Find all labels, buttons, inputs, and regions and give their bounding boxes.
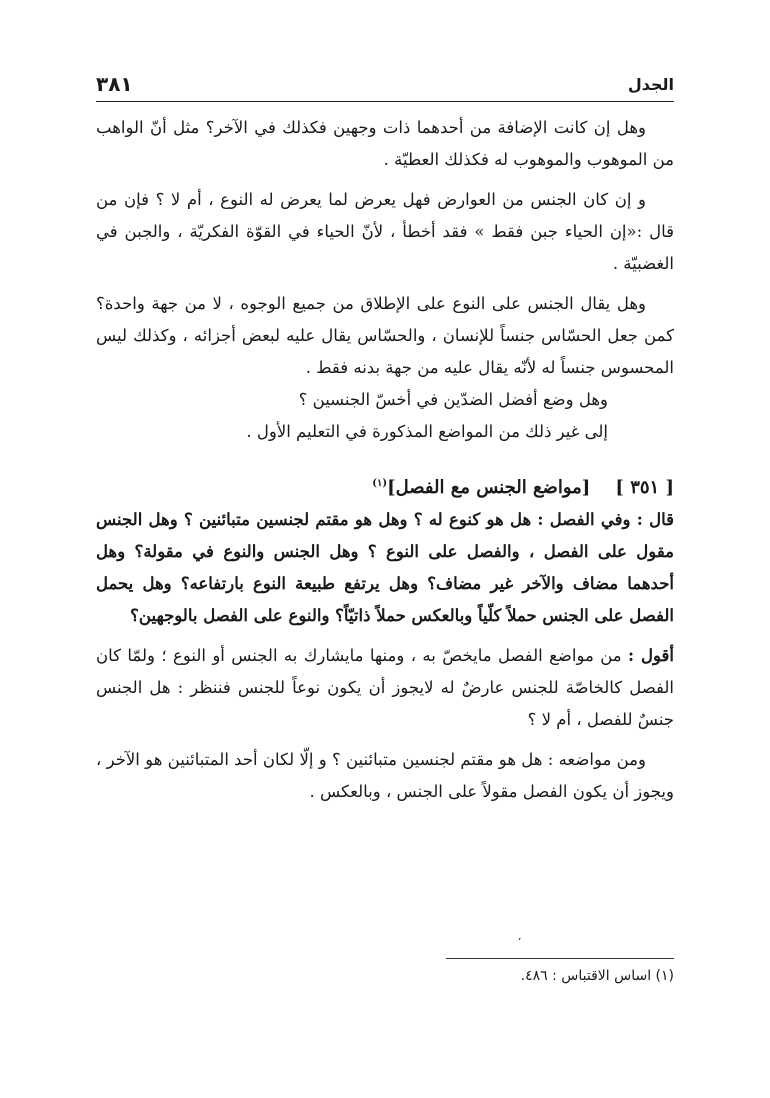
qala-paragraph bbox=[96, 504, 674, 632]
paragraph: و إن كان الجنس من العوارض فهل يعرض لما يعرض له النوع ، أم لا ؟ فإن من قال :«إن الحياء جبن فقط » فقد أخطأ ، لأنّ الحياء في القوّة الفكريّة ، والجبن في الغضبيّة . bbox=[96, 190, 674, 273]
aqulu-lead: أقول : bbox=[628, 646, 674, 665]
final-paragraph: ومن مواضعه : هل هو مقتم لجنسين متبائنين ؟ و إلّا لكان أحد المتبائنين هو الآخر ، ويجوز أن يكون الفصل مقولاً على الجنس ، وبالعكس . bbox=[96, 750, 674, 801]
paragraph: وهل يقال الجنس على النوع على الإطلاق من جميع الوجوه ، لا من جهة واحدة؟ كمن جعل الحسّاس جنساً للإنسان ، والحسّاس يقال عليه لبعض أجزائه ، وكذلك ليس المحسوس جنساً له لأنّه يقال عليه من جهة بدنه فقط . bbox=[96, 294, 674, 377]
section-number: [ ٣٥١ ] bbox=[615, 477, 674, 498]
paragraph: وهل وضع أفضل الضدّين في أخسّ الجنسين ؟ bbox=[298, 390, 608, 409]
qala-text: وفي الفصل : هل هو كنوع له ؟ وهل هو مقتم لجنسين متبائنين ؟ وهل الجنس مقول على الفصل ، والفصل على النوع ؟ وهل الجنس والنوع في مقولة؟ وهل أحدهما مضاف والآخر غير مضاف؟ وهل يرتفع طبيعة النوع بارتفاعه؟ وهل يحمل الفصل على الجنس حملاً كلّياً وبالعكس حملاً ذاتيّاً؟ والنوع على الفصل بالوجهين؟ bbox=[96, 510, 674, 625]
section-title: [مواضع الجنس مع الفصل] bbox=[387, 477, 591, 498]
running-header bbox=[96, 62, 674, 98]
page-number: ٣٨١ bbox=[96, 72, 133, 96]
stray-mark: ، bbox=[518, 932, 522, 943]
main-text bbox=[96, 112, 674, 808]
qala-block bbox=[96, 504, 674, 632]
paragraph: وهل إن كانت الإضافة من أحدهما ذات وجهين فكذلك في الآخر؟ مثل أنّ الواهب من الموهوب والموهوب له فكذلك العطيّة . bbox=[96, 118, 674, 169]
section-heading bbox=[96, 468, 674, 504]
footnote-rule bbox=[446, 958, 674, 959]
running-title: الجدل bbox=[627, 75, 674, 94]
aqulu-text: من مواضع الفصل مايخصّ به ، ومنها مايشارك به الجنس أو النوع ؛ ولمّا كان الفصل كالخاصّة للجنس عارضٌ له لايجوز أن يكون نوعاً للجنس فننظر : هل الجنس جنسٌ للفصل ، أم لا ؟ bbox=[96, 646, 674, 729]
qala-lead: قال : bbox=[636, 510, 674, 529]
header-rule bbox=[96, 101, 674, 102]
paragraph: إلى غير ذلك من المواضع المذكورة في التعليم الأول . bbox=[246, 422, 608, 441]
footnote-ref: (١) bbox=[372, 478, 388, 489]
footnote: (١) اساس الاقتباس : ٤٨٦. bbox=[520, 968, 674, 984]
aqulu-paragraph bbox=[96, 640, 674, 736]
